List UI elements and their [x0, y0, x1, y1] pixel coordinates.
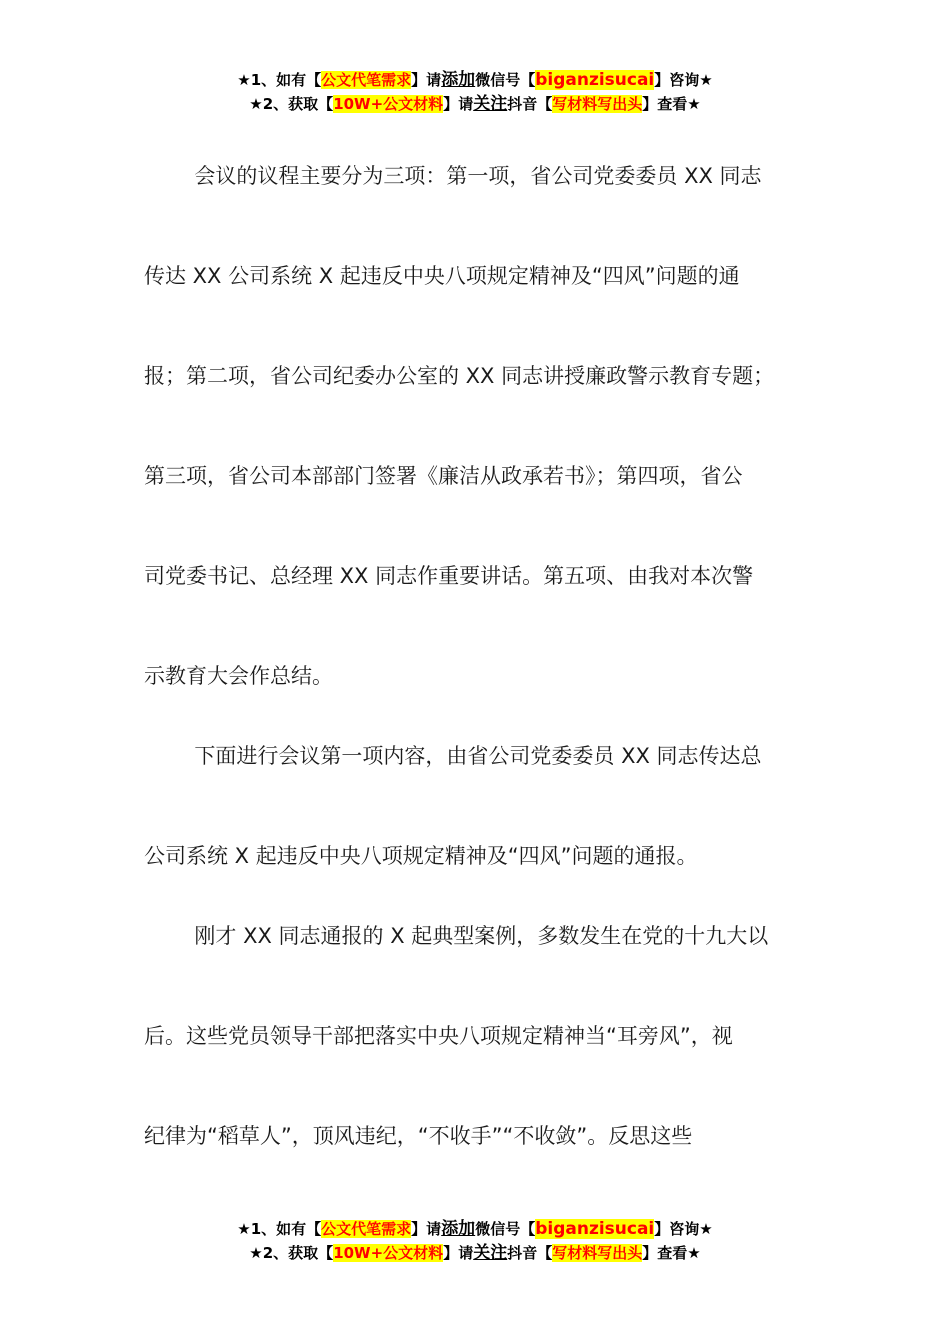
document-body	[144, 126, 809, 1186]
banner-text: 】查看★	[642, 1244, 701, 1262]
banner-underline: 添加	[441, 70, 476, 90]
banner-text: 微信号【	[475, 1220, 536, 1238]
text-line: 第三项，省公司本部部门签署《廉洁从政承若书》；第四项，省公	[144, 464, 743, 488]
banner-highlight: 公文代笔需求	[321, 1220, 412, 1238]
paragraph-agenda	[144, 126, 809, 726]
banner-text: 】咨询★	[654, 71, 713, 89]
text-line: 传达 XX 公司系统 X 起违反中央八项规定精神及“四风”问题的通	[144, 264, 740, 288]
text-line: 报；第二项，省公司纪委办公室的 XX 同志讲授廉政警示教育专题；	[144, 364, 775, 388]
banner-line-1	[0, 1217, 950, 1241]
douyin-highlight: 写材料写出头	[552, 1244, 643, 1262]
banner-underline: 关注	[473, 94, 508, 114]
text-line: 后。这些党员领导干部把落实中央八项规定精神当“耳旁风”，视	[144, 1024, 733, 1048]
banner-text: 】请	[411, 71, 442, 89]
banner-line-1	[0, 68, 950, 92]
text-line: 公司系统 X 起违反中央八项规定精神及“四风”问题的通报。	[144, 844, 698, 868]
banner-text: 微信号【	[475, 71, 536, 89]
banner-underline: 关注	[473, 1243, 508, 1263]
banner-line-2	[0, 1241, 950, 1265]
banner-text: ★1、如有【	[237, 1220, 322, 1238]
banner-text: ★2、获取【	[249, 95, 334, 113]
banner-text: 】咨询★	[654, 1220, 713, 1238]
wechat-id-highlight: biganzisucai	[535, 70, 655, 90]
top-banner	[0, 68, 950, 116]
text-line: 下面进行会议第一项内容，由省公司党委委员 XX 同志传达总	[194, 744, 762, 768]
banner-text: 抖音【	[507, 95, 553, 113]
text-line: 纪律为“稻草人”，顶风违纪，“不收手”“不收敛”。反思这些	[144, 1124, 693, 1148]
banner-highlight: 10W+公文材料	[333, 95, 444, 113]
banner-text: 】请	[443, 1244, 474, 1262]
bottom-banner	[0, 1217, 950, 1265]
wechat-id-highlight: biganzisucai	[535, 1219, 655, 1239]
banner-underline: 添加	[441, 1219, 476, 1239]
paragraph-cases	[144, 886, 809, 1186]
paragraph-item-one	[144, 706, 809, 906]
banner-text: ★2、获取【	[249, 1244, 334, 1262]
banner-text: ★1、如有【	[237, 71, 322, 89]
banner-text: 抖音【	[507, 1244, 553, 1262]
text-line: 刚才 XX 同志通报的 X 起典型案例，多数发生在党的十九大以	[194, 924, 769, 948]
banner-line-2	[0, 92, 950, 116]
banner-text: 】请	[411, 1220, 442, 1238]
text-line: 会议的议程主要分为三项：第一项，省公司党委委员 XX 同志	[194, 164, 762, 188]
banner-highlight: 公文代笔需求	[321, 71, 412, 89]
banner-text: 】查看★	[642, 95, 701, 113]
banner-highlight: 10W+公文材料	[333, 1244, 444, 1262]
text-line: 示教育大会作总结。	[144, 664, 333, 688]
douyin-highlight: 写材料写出头	[552, 95, 643, 113]
text-line: 司党委书记、总经理 XX 同志作重要讲话。第五项、由我对本次警	[144, 564, 754, 588]
banner-text: 】请	[443, 95, 474, 113]
